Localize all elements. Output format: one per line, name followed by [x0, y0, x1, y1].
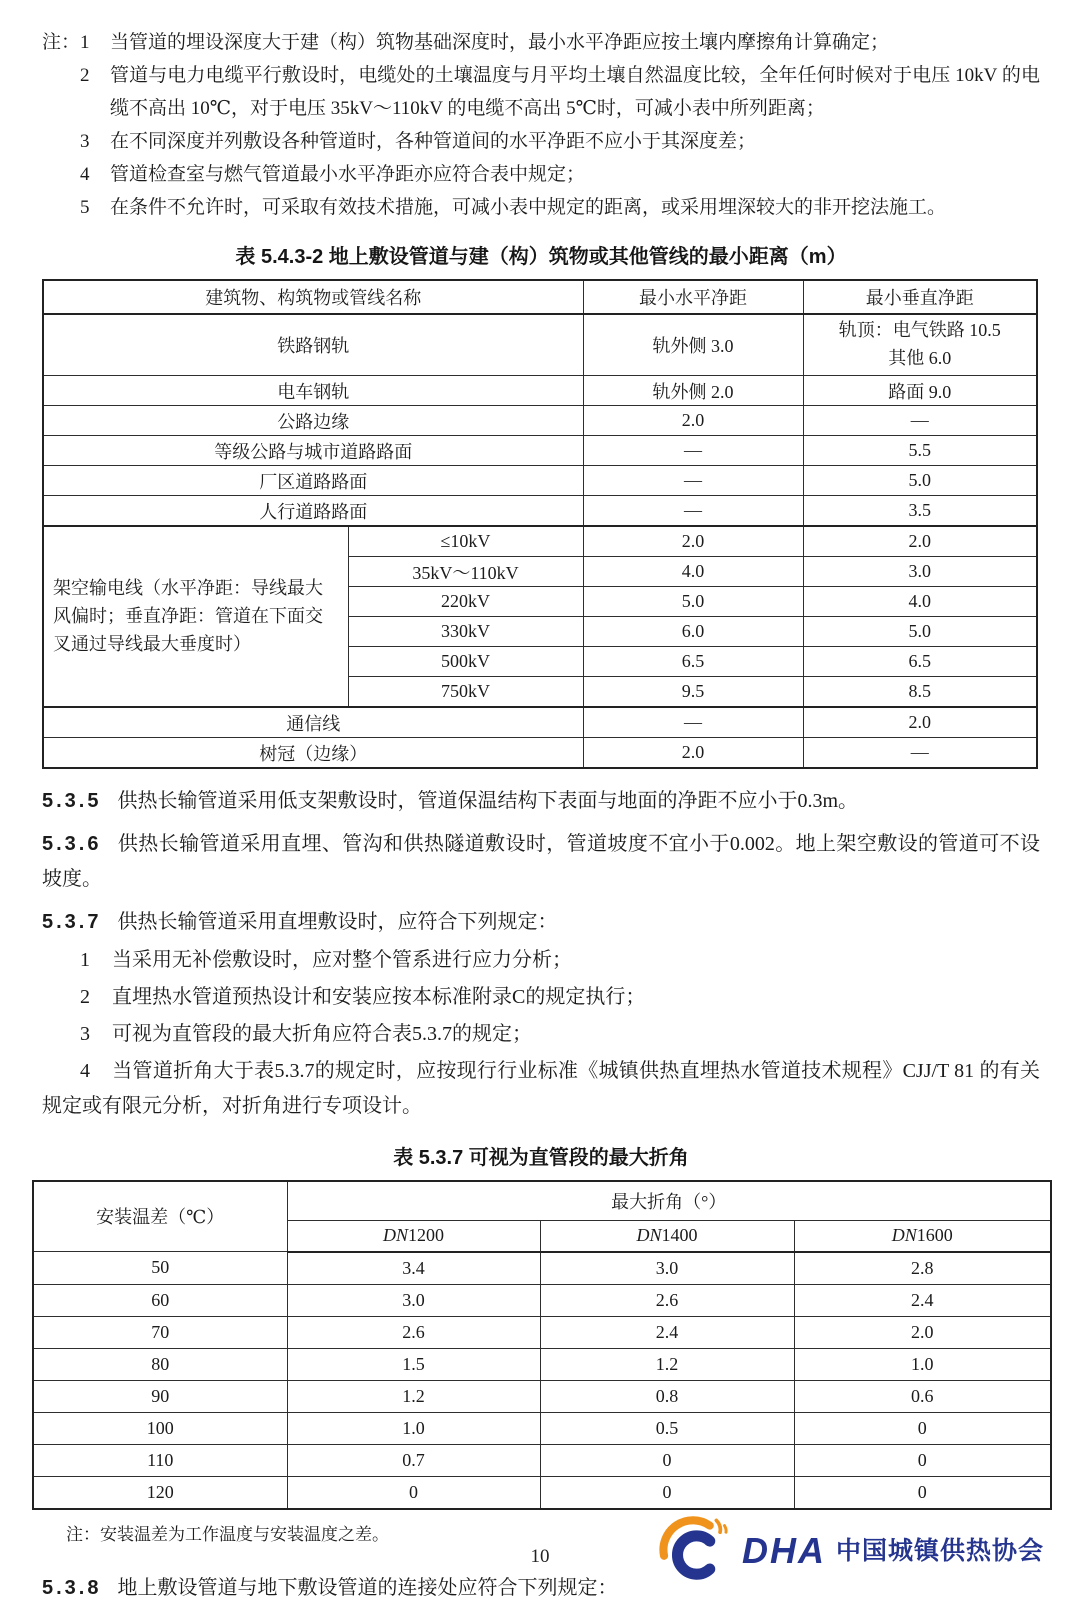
cell-temp: 110	[33, 1444, 287, 1476]
cell-name: 等级公路与城市道路路面	[43, 436, 583, 466]
cell-vertical: 8.5	[803, 677, 1037, 708]
cell-vertical-line2: 其他 6.0	[888, 348, 952, 369]
cell-angle: 1.0	[794, 1348, 1051, 1380]
cell-vertical: 3.5	[803, 496, 1037, 527]
cell-temp: 70	[33, 1316, 287, 1348]
dn-prefix: DN	[636, 1225, 662, 1246]
page-number: 10	[530, 1546, 550, 1567]
cell-temp: 90	[33, 1380, 287, 1412]
cell-horizontal: 9.5	[583, 677, 803, 708]
cell-horizontal: 2.0	[583, 406, 803, 436]
item-text: 当管道折角大于表5.3.7的规定时，应按现行行业标准《城镇供热直埋热水管道技术规程》CJJ/T 81 的有关规定或有限元分析，对折角进行专项设计。	[42, 1060, 1040, 1118]
note-text: 安装温差为工作温度与安装温度之差。	[100, 1524, 389, 1544]
note-number: 1	[80, 32, 90, 53]
table-5432-notes	[42, 26, 1040, 224]
dn-prefix: DN	[891, 1225, 917, 1246]
table-row	[43, 526, 1037, 557]
clause-5-3-5	[42, 784, 1040, 820]
cell-angle: 3.0	[540, 1252, 794, 1285]
note-number: 5	[80, 197, 90, 219]
column-header-horizontal: 最小水平净距	[583, 280, 803, 314]
note-number: 4	[80, 164, 90, 186]
item-number: 2	[80, 985, 90, 1008]
cell-vertical: 6.5	[803, 647, 1037, 677]
cell-vertical: 路面 9.0	[803, 376, 1037, 406]
note-text: 当管道的埋设深度大于建（构）筑物基础深度时，最小水平净距应按土壤内摩擦角计算确定；	[110, 32, 890, 53]
item-text: 可视为直管段的最大折角应符合表5.3.7的规定；	[112, 1023, 532, 1046]
table-row	[33, 1380, 1051, 1412]
cell-horizontal: —	[583, 436, 803, 466]
column-header-dn1400	[540, 1220, 794, 1252]
dn-size: 1600	[916, 1225, 953, 1246]
cell-horizontal: 2.0	[583, 738, 803, 769]
cell-temp: 100	[33, 1412, 287, 1444]
cell-voltage: ≤10kV	[348, 526, 583, 557]
cell-angle: 0.5	[540, 1412, 794, 1444]
table-row	[43, 280, 1037, 314]
table-row	[43, 436, 1037, 466]
cell-angle: 2.4	[540, 1316, 794, 1348]
cell-angle: 3.0	[287, 1284, 540, 1316]
note-label	[42, 158, 80, 191]
clause-5-3-7-item-1	[42, 943, 1040, 978]
table-row	[43, 738, 1037, 769]
cell-angle: 0	[794, 1444, 1051, 1476]
note-number: 3	[80, 131, 90, 153]
cell-angle: 2.0	[794, 1316, 1051, 1348]
note-label: 注：	[66, 1524, 100, 1544]
table-5432-title: 表 5.4.3-2 地上敷设管道与建（构）筑物或其他管线的最小距离（m）	[235, 246, 847, 269]
table-row	[33, 1252, 1051, 1285]
table-row	[33, 1348, 1051, 1380]
column-header-temp-diff: 安装温差（℃）	[33, 1181, 287, 1252]
cell-horizontal: —	[583, 707, 803, 738]
cell-angle: 0	[287, 1476, 540, 1509]
table-row	[43, 707, 1037, 738]
cell-horizontal: 6.0	[583, 617, 803, 647]
cell-temp: 60	[33, 1284, 287, 1316]
table-5432	[42, 279, 1038, 769]
cell-horizontal: 6.5	[583, 647, 803, 677]
clause-5-3-6	[42, 827, 1040, 898]
table-row	[33, 1476, 1051, 1509]
cell-horizontal: —	[583, 496, 803, 527]
cell-angle: 1.0	[287, 1412, 540, 1444]
column-header-name: 建筑物、构筑物或管线名称	[43, 280, 583, 314]
cell-angle: 1.2	[540, 1348, 794, 1380]
cell-vertical: 5.0	[803, 466, 1037, 496]
clause-5-3-7	[42, 905, 1040, 941]
cell-vertical: —	[803, 738, 1037, 769]
cell-vertical	[803, 314, 1037, 376]
note-item	[42, 59, 1040, 125]
clause-text: 地上敷设管道与地下敷设管道的连接处应符合下列规定：	[117, 1576, 618, 1599]
cell-angle: 2.6	[540, 1284, 794, 1316]
clause-text: 供热长输管道采用低支架敷设时，管道保温结构下表面与地面的净距不应小于0.3m。	[117, 790, 859, 813]
note-item	[42, 158, 1040, 191]
item-number: 3	[80, 1023, 90, 1046]
cell-name: 通信线	[43, 707, 583, 738]
clause-number: 5.3.5	[42, 790, 102, 813]
cell-vertical: 2.0	[803, 526, 1037, 557]
logo-association-name: 中国城镇供热协会	[835, 1536, 1044, 1565]
clause-number: 5.3.7	[42, 911, 102, 934]
note-label	[42, 125, 80, 158]
cell-angle: 2.4	[794, 1284, 1051, 1316]
table-537-title: 表 5.3.7 可视为直管段的最大折角	[393, 1146, 689, 1169]
clause-5-3-7-item-4	[42, 1054, 1040, 1124]
cell-angle: 0.6	[794, 1380, 1051, 1412]
table-row	[33, 1444, 1051, 1476]
item-number: 1	[80, 948, 90, 971]
table-row	[43, 376, 1037, 406]
dn-size: 1400	[661, 1225, 698, 1246]
note-text: 在不同深度并列敷设各种管道时，各种管道间的水平净距不应小于其深度差；	[110, 131, 757, 153]
table-row	[33, 1181, 1051, 1221]
cell-name: 公路边缘	[43, 406, 583, 436]
note-label	[42, 191, 80, 224]
cell-temp: 80	[33, 1348, 287, 1380]
cell-vertical: 5.0	[803, 617, 1037, 647]
item-text: 直埋热水管道预热设计和安装应按本标准附录C的规定执行；	[112, 985, 646, 1008]
column-header-vertical: 最小垂直净距	[803, 280, 1037, 314]
column-header-max-angle: 最大折角（°）	[287, 1181, 1051, 1221]
column-header-dn1200	[287, 1220, 540, 1252]
cell-horizontal: 轨外侧 3.0	[583, 314, 803, 376]
note-item	[42, 125, 1040, 158]
association-logo	[658, 1516, 1044, 1586]
cell-angle: 0	[794, 1476, 1051, 1509]
cell-voltage: 330kV	[348, 617, 583, 647]
clause-5-3-7-item-2	[42, 980, 1040, 1015]
note-item	[42, 26, 1040, 59]
cell-angle: 1.2	[287, 1380, 540, 1412]
cell-horizontal: 2.0	[583, 526, 803, 557]
table-row	[43, 314, 1037, 376]
dha-logo-icon	[658, 1516, 732, 1586]
cell-horizontal: 5.0	[583, 587, 803, 617]
cell-angle: 0.8	[540, 1380, 794, 1412]
table-row	[43, 406, 1037, 436]
cell-angle: 1.5	[287, 1348, 540, 1380]
cell-vertical: 2.0	[803, 707, 1037, 738]
table-row	[33, 1316, 1051, 1348]
clause-text: 供热长输管道采用直埋、管沟和供热隧道敷设时，管道坡度不宜小于0.002。地上架空敷设的管道可不设坡度。	[42, 832, 1040, 891]
cell-vertical: 4.0	[803, 587, 1037, 617]
clause-number: 5.3.6	[42, 832, 102, 855]
cell-vertical: —	[803, 406, 1037, 436]
note-item	[42, 191, 1040, 224]
cell-voltage: 220kV	[348, 587, 583, 617]
cell-name: 厂区道路路面	[43, 466, 583, 496]
item-text: 当采用无补偿敷设时，应对整个管系进行应力分析；	[112, 948, 572, 971]
dn-prefix: DN	[382, 1225, 408, 1246]
note-text: 管道检查室与燃气管道最小水平净距亦应符合表中规定；	[110, 164, 586, 186]
cell-angle: 2.8	[794, 1252, 1051, 1285]
column-header-dn1600	[794, 1220, 1051, 1252]
cell-angle: 0	[794, 1412, 1051, 1444]
table-537	[32, 1180, 1052, 1510]
logo-acronym: DHA	[741, 1530, 826, 1571]
clause-text: 供热长输管道采用直埋敷设时，应符合下列规定：	[117, 911, 558, 934]
note-label: 注：	[42, 32, 81, 53]
cell-angle: 0.7	[287, 1444, 540, 1476]
cell-name: 电车钢轨	[43, 376, 583, 406]
table-row	[33, 1284, 1051, 1316]
cell-group-label: 架空输电线（水平净距：导线最大风偏时；垂直净距：管道在下面交叉通过导线最大垂度时）	[43, 526, 348, 707]
cell-vertical: 5.5	[803, 436, 1037, 466]
cell-voltage: 35kV～110kV	[348, 557, 583, 587]
cell-angle: 0	[540, 1476, 794, 1509]
note-number: 2	[80, 65, 90, 87]
cell-horizontal: 4.0	[583, 557, 803, 587]
table-row	[43, 466, 1037, 496]
cell-temp: 50	[33, 1252, 287, 1285]
cell-horizontal: 轨外侧 2.0	[583, 376, 803, 406]
cell-voltage: 500kV	[348, 647, 583, 677]
table-row	[43, 496, 1037, 527]
dn-size: 1200	[408, 1225, 444, 1246]
cell-name: 人行道路路面	[43, 496, 583, 527]
cell-vertical: 3.0	[803, 557, 1037, 587]
clause-5-3-7-item-3	[42, 1017, 1040, 1052]
cell-voltage: 750kV	[348, 677, 583, 708]
note-text: 在条件不允许时，可采取有效技术措施，可减小表中规定的距离，或采用埋深较大的非开挖法施工。	[110, 197, 947, 219]
item-number: 4	[80, 1060, 90, 1083]
cell-temp: 120	[33, 1476, 287, 1509]
cell-name: 铁路钢轨	[43, 314, 583, 376]
cell-name: 树冠（边缘）	[43, 738, 583, 769]
cell-angle: 0	[540, 1444, 794, 1476]
cell-angle: 2.6	[287, 1316, 540, 1348]
note-text: 管道与电力电缆平行敷设时，电缆处的土壤温度与月平均土壤自然温度比较，全年任何时候对于电压 10kV 的电缆不高出 10℃，对于电压 35kV～110kV 的电缆不高出 5℃时，可减小表中所列距离；	[110, 65, 1040, 120]
cell-horizontal: —	[583, 466, 803, 496]
note-label	[42, 59, 80, 125]
table-row	[33, 1412, 1051, 1444]
cell-vertical-line1: 轨顶：电气铁路 10.5	[838, 320, 1001, 341]
cell-angle: 3.4	[287, 1252, 540, 1285]
clause-number: 5.3.8	[42, 1576, 102, 1599]
